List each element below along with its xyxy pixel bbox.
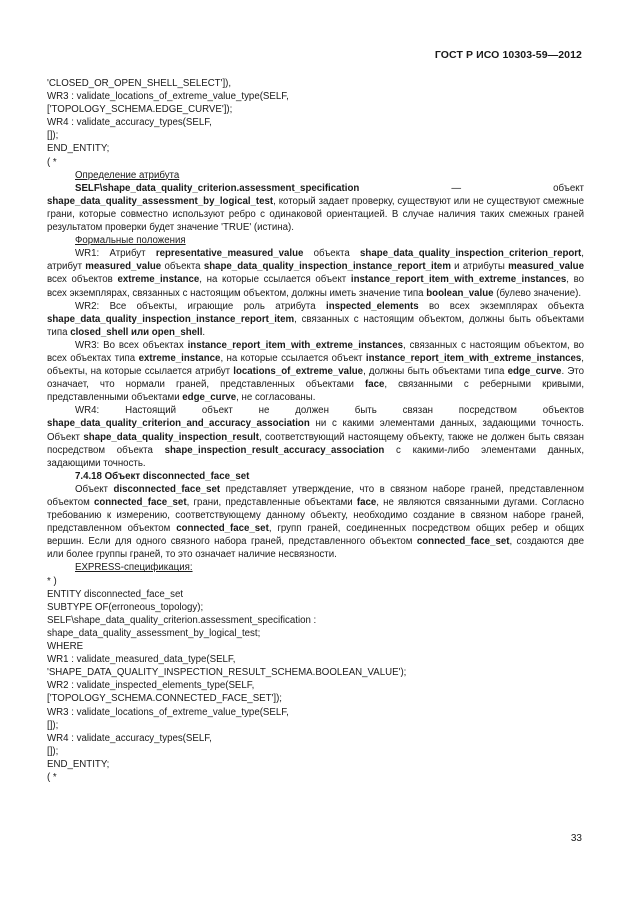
attribute-definition-paragraph: SELF\shape_data_quality_criterion.assessment_specification — объект shape_data_quality_assessment_by_logical_test, который задает проверку, существуют или не существуют смежные грани, которые совместно используют ребро с одинаковой ориентацией. В случае наличия таких смежных граней результатом проверки будет значение 'TRUE' (истина). bbox=[47, 182, 584, 234]
code-line: * ) bbox=[47, 575, 57, 587]
code-line: WR3 : validate_locations_of_extreme_value_type(SELF, bbox=[47, 706, 289, 718]
formal-propositions-heading: Формальные положения bbox=[75, 235, 186, 247]
wr4-paragraph: WR4: Настоящий объект не должен быть связан посредством объектов shape_data_quality_criterion_and_accuracy_association ни с какими элементами данных, задающими точность. Объект shape_data_quality_inspection_result, соответствующий настоящему объекту, также не должен быть связан посредством объекта shape_inspection_result_accuracy_association с какими-либо элементами данных, задающими точность. bbox=[47, 405, 585, 469]
page-number: 33 bbox=[570, 833, 582, 844]
code-line: WHERE bbox=[47, 641, 84, 653]
code-line: SELF\shape_data_quality_criterion.assessment_specification : bbox=[47, 614, 317, 626]
wr1-paragraph: WR1: Атрибут representative_measured_value объекта shape_data_quality_inspection_criterion_report, атрибут measured_value объекта shape_data_quality_inspection_instance_report_item и атрибуты measured_value всех объектов extreme_instance, на которые ссылается объект instance_report_item_with_extreme_instances, во всех экземплярах, связанных с настоящим объектом, должны иметь значение типа boolean_value (булево значение). bbox=[47, 248, 584, 299]
code-line: []); bbox=[47, 745, 59, 757]
code-line: []); bbox=[47, 130, 59, 142]
code-line: 'SHAPE_DATA_QUALITY_INSPECTION_RESULT_SCHEMA.BOOLEAN_VALUE'); bbox=[47, 667, 407, 679]
code-line: ENTITY disconnected_face_set bbox=[47, 588, 184, 600]
code-line: END_ENTITY; bbox=[47, 143, 110, 155]
code-line: SUBTYPE OF(erroneous_topology); bbox=[47, 601, 204, 613]
code-line: END_ENTITY; bbox=[47, 758, 110, 770]
code-line: WR1 : validate_measured_data_type(SELF, bbox=[47, 654, 236, 666]
page-header: ГОСТ Р ИСО 10303-59—2012 bbox=[434, 49, 582, 61]
code-block-1 bbox=[47, 77, 584, 169]
section-paragraph: Объект disconnected_face_set представляет утверждение, что в связном наборе граней, представленном объектом connected_face_set, грани, представленные объектами face, не являются связанными дугами. Согласно требованию к измерению, соответствующему данному объекту, необходимо создание в связном наборе граней, представленном объектом connected_face_set, групп граней, соединенных посредством общих ребер и общих вершин. Если для одного связного набора граней, представленного объектом connected_face_set, создаются две или более группы граней, то это означает наличие несвязности. bbox=[47, 483, 584, 561]
attribute-definition-heading: Определение атрибута bbox=[75, 169, 180, 181]
code-line: 'CLOSED_OR_OPEN_SHELL_SELECT']), bbox=[47, 78, 232, 89]
wr3-paragraph: WR3: Во всех объектах instance_report_item_with_extreme_instances, связанных с настоящим объектом, во всех объектах типа extreme_instance, на которые ссылается объект instance_report_item_with_extreme_instances, объекты, на которые ссылается атрибут locations_of_extreme_value, должны быть объектами типа edge_curve. Это означает, что нормали граней, представленных объектами face, связанными с реберными кривыми, представленными объектами edge_curve, не согласованы. bbox=[47, 339, 585, 404]
code-line: WR2 : validate_inspected_elements_type(SELF, bbox=[47, 680, 255, 692]
code-line: ['TOPOLOGY_SCHEMA.EDGE_CURVE']); bbox=[47, 104, 233, 116]
wr2-paragraph: WR2: Все объекты, играющие роль атрибута inspected_elements во всех экземплярах объекта shape_data_quality_inspection_instance_report_item, связанных с настоящим объектом, должны быть объектами типа closed_shell или open_shell. bbox=[47, 300, 584, 338]
code-line: WR4 : validate_accuracy_types(SELF, bbox=[47, 117, 212, 129]
code-line: []); bbox=[47, 719, 59, 731]
code-line: WR3 : validate_locations_of_extreme_value_type(SELF, bbox=[47, 91, 289, 103]
code-line: ( * bbox=[47, 771, 57, 783]
document-body bbox=[47, 77, 584, 784]
code-line: WR4 : validate_accuracy_types(SELF, bbox=[47, 732, 212, 744]
code-line: shape_data_quality_assessment_by_logical_test; bbox=[47, 627, 261, 639]
section-heading: 7.4.18 Объект disconnected_face_set bbox=[75, 470, 250, 482]
express-specification-heading: EXPRESS-спецификация: bbox=[75, 562, 193, 574]
code-line: ( * bbox=[47, 156, 57, 168]
code-block-2 bbox=[47, 575, 584, 785]
code-line: ['TOPOLOGY_SCHEMA.CONNECTED_FACE_SET']); bbox=[47, 693, 282, 705]
